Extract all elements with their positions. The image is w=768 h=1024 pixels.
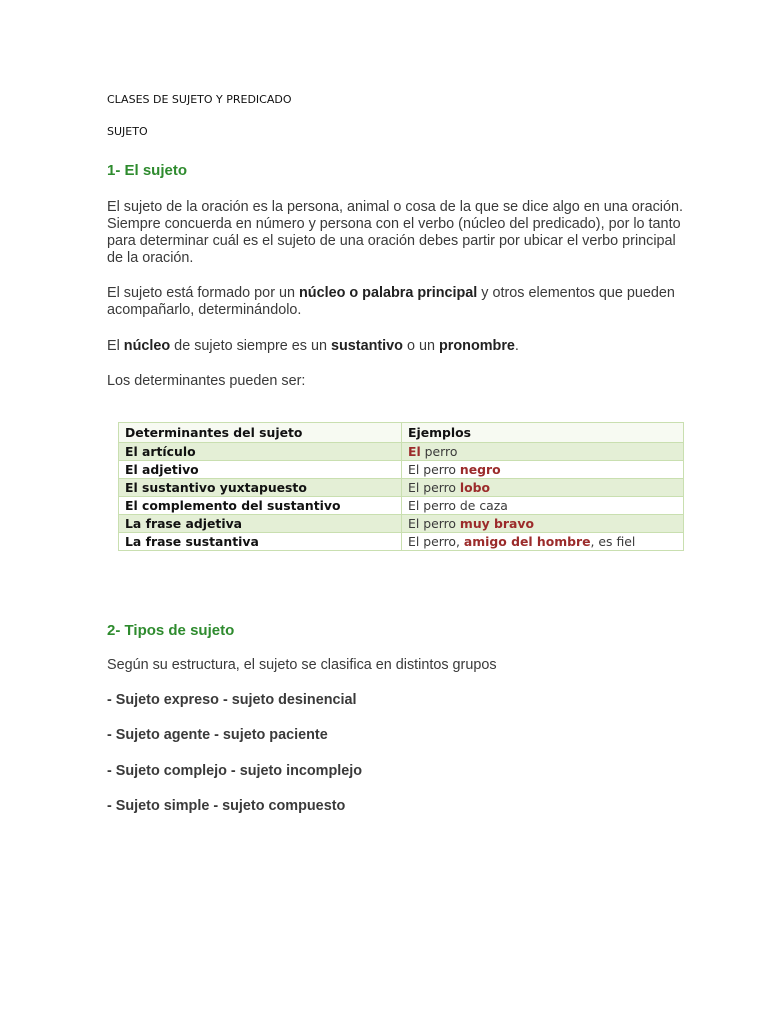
paragraph-nucleo-type — [107, 338, 687, 355]
text-fragment: El — [107, 338, 124, 354]
table-row — [119, 461, 684, 479]
bold-fragment: núcleo — [123, 338, 171, 354]
example-highlight: muy bravo — [459, 516, 534, 531]
bold-fragment: sustantivo — [330, 338, 403, 354]
example-text: El perro, — [408, 534, 464, 549]
text-fragment: de sujeto siempre es un — [170, 338, 331, 354]
text-fragment: y otros elementos que pueden acompañarlo, determinándolo. — [107, 285, 675, 318]
table-row — [119, 533, 684, 551]
table-cell-type: La frase sustantiva — [119, 533, 402, 551]
section-label-sujeto: SUJETO — [107, 125, 148, 138]
list-item: - Sujeto complejo - sujeto incomplejo — [107, 763, 363, 779]
table-cell-type: El adjetivo — [119, 461, 402, 479]
heading-tipos-de-sujeto: 2- Tipos de sujeto — [107, 622, 235, 639]
table-row — [119, 497, 684, 515]
example-text: , es fiel — [590, 534, 636, 549]
example-text: El perro — [408, 480, 460, 495]
example-highlight: El — [408, 444, 421, 459]
table-cell-type: El complemento del sustantivo — [119, 497, 402, 515]
example-highlight: lobo — [459, 480, 491, 495]
determinantes-table — [118, 422, 684, 551]
text-fragment: o un — [402, 338, 439, 354]
document-title: CLASES DE SUJETO Y PREDICADO — [107, 93, 292, 106]
table-cell-type: El sustantivo yuxtapuesto — [119, 479, 402, 497]
table-row — [119, 515, 684, 533]
paragraph-nucleo — [107, 285, 687, 319]
example-text: perro — [420, 444, 458, 459]
example-text: El perro de caza — [408, 498, 508, 513]
table-header-cell: Ejemplos — [402, 423, 684, 443]
table-cell-example — [402, 479, 684, 497]
bold-fragment: núcleo o palabra principal — [298, 285, 478, 301]
table-cell-type: El artículo — [119, 443, 402, 461]
table-cell-example — [402, 515, 684, 533]
paragraph-tipos-intro: Según su estructura, el sujeto se clasifica en distintos grupos — [107, 657, 497, 673]
text-fragment: El sujeto está formado por un — [107, 285, 299, 301]
heading-el-sujeto: 1- El sujeto — [107, 162, 188, 179]
table-header-cell: Determinantes del sujeto — [119, 423, 402, 443]
paragraph-definition: El sujeto de la oración es la persona, animal o cosa de la que se dice algo en una oración. Siempre concuerda en número y persona con el verbo (núcleo del predicado), por lo tanto para determinar cuál es el sujeto de una oración debes partir por ubicar el verbo principal de la oración. — [107, 199, 683, 266]
table-header-row — [119, 423, 684, 443]
paragraph-determinantes-intro: Los determinantes pueden ser: — [107, 373, 306, 389]
table-row — [119, 443, 684, 461]
list-item: - Sujeto agente - sujeto paciente — [107, 727, 328, 743]
example-text: El perro — [408, 516, 460, 531]
table-cell-type: La frase adjetiva — [119, 515, 402, 533]
example-highlight: negro — [459, 462, 501, 477]
example-text: El perro — [408, 462, 460, 477]
list-item: - Sujeto simple - sujeto compuesto — [107, 798, 346, 814]
list-item: - Sujeto expreso - sujeto desinencial — [107, 692, 357, 708]
table-cell-example — [402, 533, 684, 551]
example-highlight: amigo del hombre — [463, 534, 591, 549]
bold-fragment: pronombre — [438, 338, 515, 354]
table-row — [119, 479, 684, 497]
text-fragment: . — [514, 338, 519, 354]
table-cell-example — [402, 461, 684, 479]
table-cell-example — [402, 443, 684, 461]
table-cell-example — [402, 497, 684, 515]
